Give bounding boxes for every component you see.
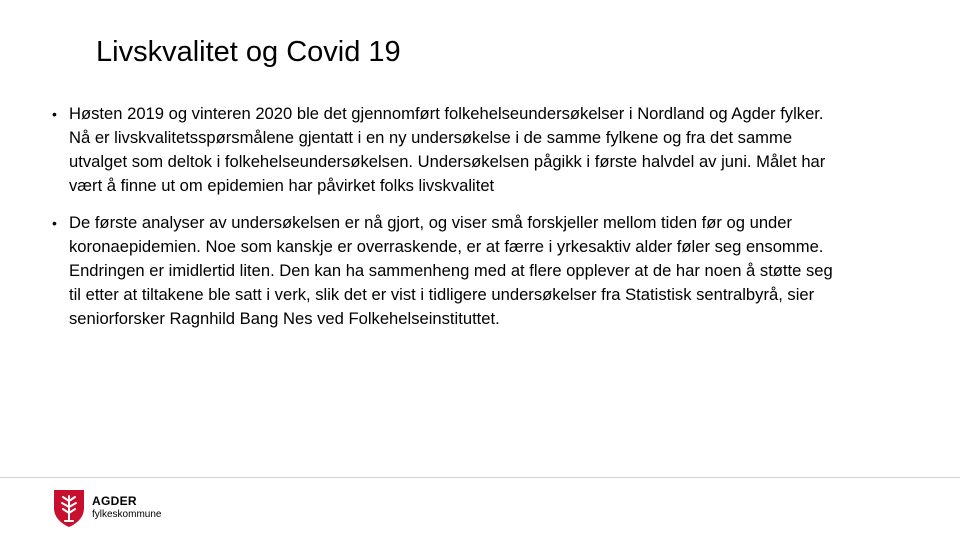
bullet-marker: • — [52, 215, 57, 231]
slide-title: Livskvalitet og Covid 19 — [96, 36, 401, 68]
bullet-list — [48, 102, 848, 344]
bullet-item — [48, 211, 848, 331]
bullet-text: Høsten 2019 og vinteren 2020 ble det gjennomført folkehelseundersøkelser i Nordland og Agder fylker. Nå er livskvalitetsspørsmålene gjentatt i en ny undersøkelse i de samme fylkene og fra det samme utvalget som deltok i folkehelseundersøkelsen. Undersøkelsen pågikk i første halvdel av juni. Målet har vært å finne ut om epidemien har påvirket folks livskvalitet — [69, 104, 826, 195]
footer-divider — [0, 477, 960, 478]
bullet-marker: • — [52, 106, 57, 122]
bullet-text: De første analyser av undersøkelsen er nå gjort, og viser små forskjeller mellom tiden før og under koronaepidemien. Noe som kanskje er overraskende, er at færre i yrkesaktiv alder føler seg ensomme. Endringen er imidlertid liten. Den kan ha sammenheng med at flere opplever at de har noen å støtte seg til etter at tiltakene ble satt i verk, slik det er vist i tidligere undersøkelser fra Statistisk sentralbyrå, sier seniorforsker Ragnhild Bang Nes ved Folkehelseinstituttet. — [69, 213, 833, 328]
logo-name: AGDER — [92, 494, 137, 508]
bullet-item — [48, 102, 848, 198]
logo-wordmark — [92, 495, 161, 521]
agder-logo — [52, 488, 161, 528]
agder-coat-of-arms-icon — [52, 488, 86, 528]
logo-subtitle: fylkeskommune — [92, 509, 162, 520]
